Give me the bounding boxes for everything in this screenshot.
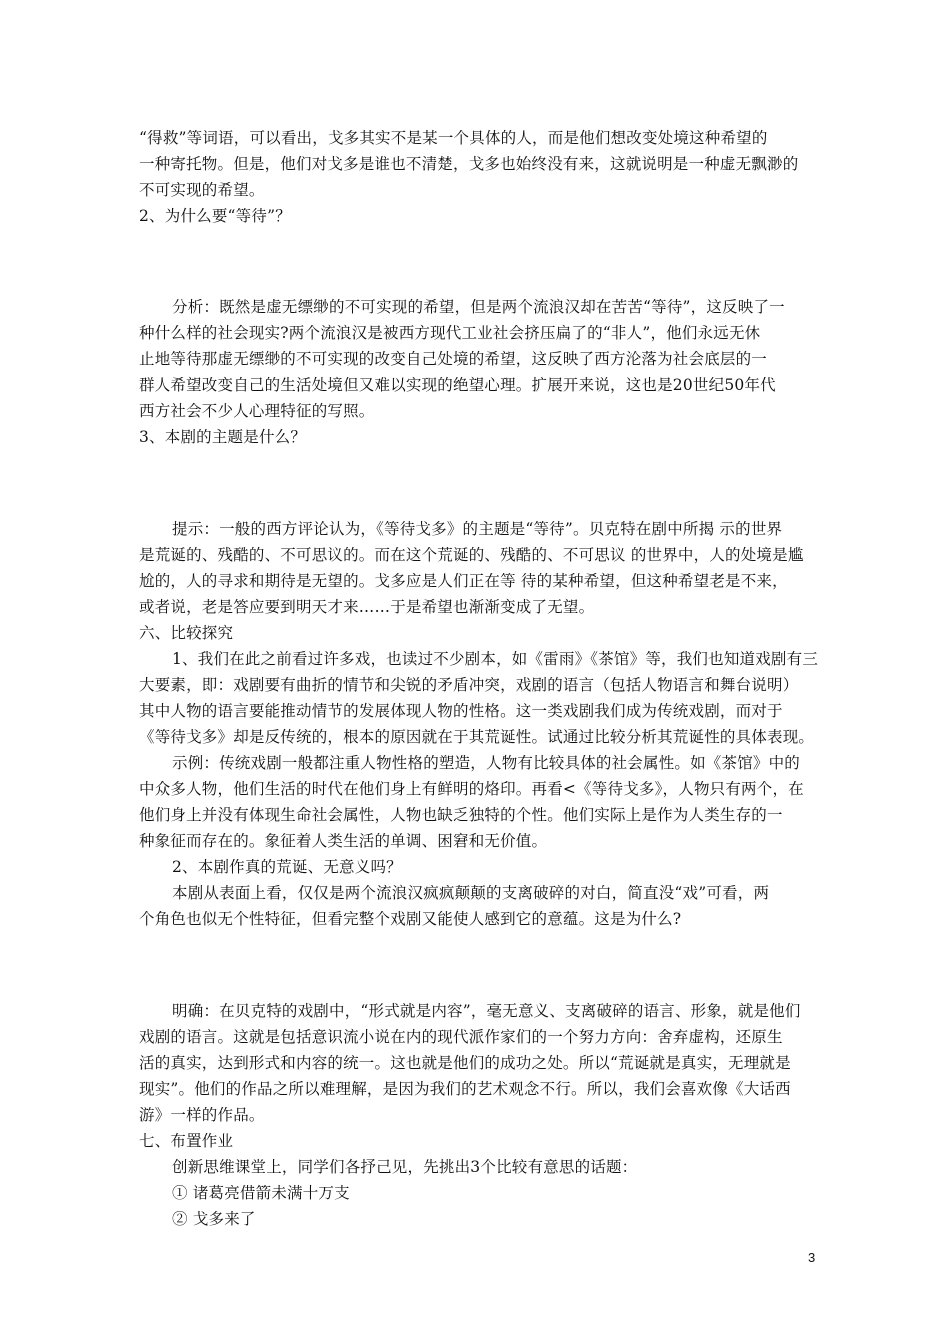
page-number: 3 xyxy=(808,1250,816,1265)
text-line: 大要素，即：戏剧要有曲折的情节和尖锐的矛盾冲突，戏剧的语言（包括人物语言和舞台说明） xyxy=(139,676,799,694)
text-line: 明确：在贝克特的戏剧中，“形式就是内容”，毫无意义、支离破碎的语言、形象，就是他们 xyxy=(172,1002,801,1020)
text-line: 提示：一般的西方评论认为，《等待戈多》的主题是“等待”。贝克特在剧中所揭 示的世界 xyxy=(172,520,783,538)
text-line: 其中人物的语言要能推动情节的发展体现人物的性格。这一类戏剧我们成为传统戏剧，而对于 xyxy=(139,702,783,720)
text-line: 一种寄托物。但是，他们对戈多是谁也不清楚，戈多也始终没有来，这就说明是一种虚无飘渺的 xyxy=(139,155,799,173)
text-line: 群人希望改变自己的生活处境但又难以实现的绝望心理。扩展开来说，这也是20世纪50年代 xyxy=(139,376,776,394)
text-line: 1、我们在此之前看过许多戏，也读过不少剧本，如《雷雨》《茶馆》等，我们也知道戏剧有三 xyxy=(172,650,819,668)
text-line: 止地等待那虚无缥缈的不可实现的改变自己处境的希望，这反映了西方沦落为社会底层的一 xyxy=(139,350,768,368)
text-line: 种象征而存在的。象征着人类生活的单调、困窘和无价值。 xyxy=(139,832,548,850)
text-line: 戏剧的语言。这就是包括意识流小说在内的现代派作家们的一个努力方向：舍弃虚构，还原生 xyxy=(139,1028,783,1046)
text-line: 他们身上并没有体现生命社会属性，人物也缺乏独特的个性。他们实际上是作为人类生存的一 xyxy=(139,806,783,824)
section-heading: 七、布置作业 xyxy=(139,1132,234,1150)
text-line: 是荒诞的、残酷的、不可思议的。而在这个荒诞的、残酷的、不可思议 的世界中，人的处境是尴 xyxy=(139,546,804,564)
text-line: 活的真实，达到形式和内容的统一。这也就是他们的成功之处。所以“荒诞就是真实，无理就是 xyxy=(139,1054,791,1072)
text-line: 种什么样的社会现实?两个流浪汉是被西方现代工业社会挤压扁了的“非人”，他们永远无休 xyxy=(139,324,761,342)
text-line: 中众多人物，他们生活的时代在他们身上有鲜明的烙印。再看<《等待戈多》，人物只有两个，在 xyxy=(139,780,804,798)
text-line: 示例：传统戏剧一般都注重人物性格的塑造，人物有比较具体的社会属性。如《茶馆》中的 xyxy=(172,754,801,772)
text-line: 《等待戈多》却是反传统的，根本的原因就在于其荒诞性。试通过比较分析其荒诞性的具体表现。 xyxy=(139,728,815,746)
question-heading: 2、为什么要“等待”？ xyxy=(139,207,291,225)
question-heading: 2、本剧作真的荒诞、无意义吗？ xyxy=(172,858,402,876)
text-line: 个角色也似无个性特征，但看完整个戏剧又能使人感到它的意蕴。这是为什么? xyxy=(139,910,682,928)
text-line: 或者说，老是答应要到明天才来……于是希望也渐渐变成了无望。 xyxy=(139,598,595,616)
text-line: 尬的，人的寻求和期待是无望的。戈多应是人们正在等 待的某种希望，但这种希望老是不来， xyxy=(139,572,788,590)
text-line: 现实”。他们的作品之所以难理解，是因为我们的艺术观念不行。所以，我们会喜欢像《大话西 xyxy=(139,1080,791,1098)
list-item: ① 诸葛亮借箭未满十万支 xyxy=(172,1184,350,1202)
text-line: 本剧从表面上看，仅仅是两个流浪汉疯疯颠颠的支离破碎的对白，简直没“戏”可看，两 xyxy=(172,884,770,902)
text-line: “得救”等词语，可以看出，戈多其实不是某一个具体的人，而是他们想改变处境这种希望的 xyxy=(139,129,768,147)
text-line: 不可实现的希望。 xyxy=(139,181,265,199)
text-line: 游》一样的作品。 xyxy=(139,1106,265,1124)
text-line: 分析：既然是虚无缥缈的不可实现的希望，但是两个流浪汉却在苦苦“等待”，这反映了一 xyxy=(172,298,785,316)
text-line: 创新思维课堂上，同学们各抒己见，先挑出3个比较有意思的话题： xyxy=(172,1158,638,1176)
list-item: ② 戈多来了 xyxy=(172,1210,256,1228)
question-heading: 3、本剧的主题是什么？ xyxy=(139,428,307,446)
text-line: 西方社会不少人心理特征的写照。 xyxy=(139,402,375,420)
section-heading: 六、比较探究 xyxy=(139,624,234,642)
